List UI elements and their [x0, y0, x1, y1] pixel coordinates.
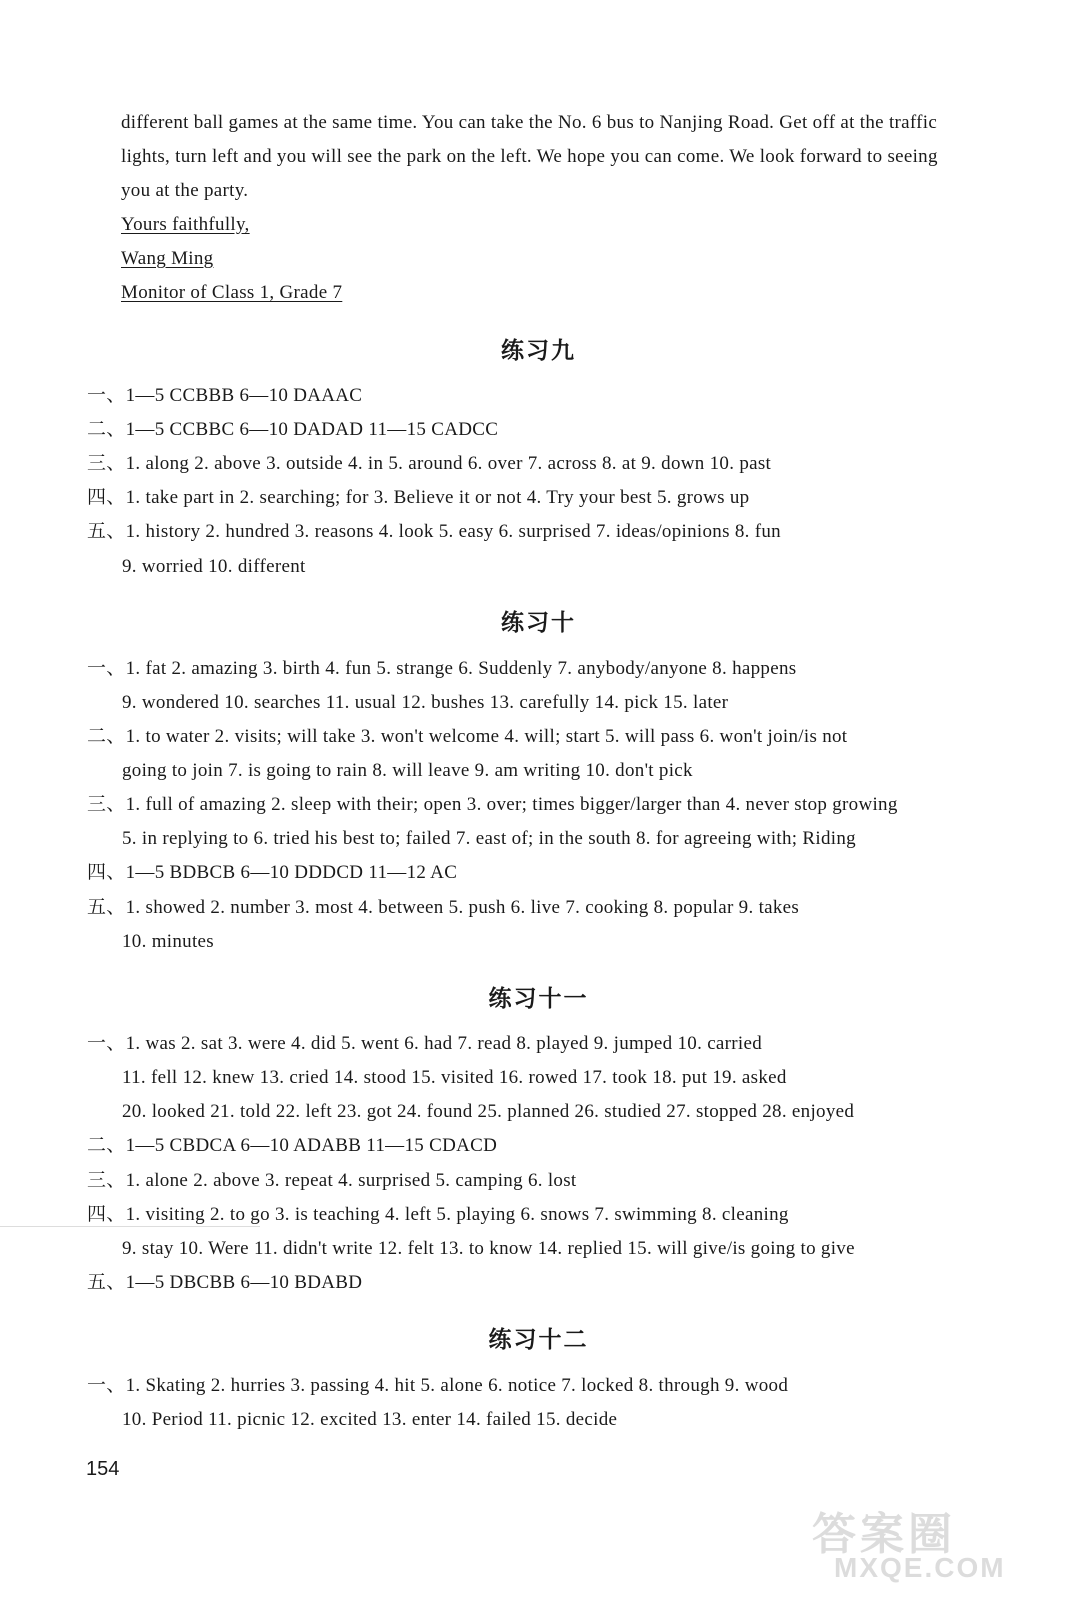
watermark-text-top: 答案圈 [812, 1509, 956, 1560]
answer-line: 三、1. along 2. above 3. outside 4. in 5. around 6. over 7. across 8. at 9. down 10. past [87, 453, 772, 474]
answer-line: 二、1. to water 2. visits; will take 3. won't welcome 4. will; start 5. will pass 6. won't join/is not [87, 726, 848, 747]
answer-line: 11. fell 12. knew 13. cried 14. stood 15. visited 16. rowed 17. took 18. put 19. asked [122, 1067, 787, 1088]
answer-line: 四、1. visiting 2. to go 3. is teaching 4. left 5. playing 6. snows 7. swimming 8. cleaning [87, 1204, 789, 1225]
answer-line: 10. minutes [122, 931, 214, 952]
answer-line: going to join 7. is going to rain 8. will leave 9. am writing 10. don't pick [122, 760, 693, 781]
answer-line: 二、1—5 CCBBC 6—10 DADAD 11—15 CADCC [87, 419, 499, 440]
answer-line: 五、1. showed 2. number 3. most 4. between 5. push 6. live 7. cooking 8. popular 9. takes [87, 897, 800, 918]
answer-line: 5. in replying to 6. tried his best to; failed 7. east of; in the south 8. for agreeing with; Riding [122, 828, 856, 849]
answer-line: 四、1. take part in 2. searching; for 3. Believe it or not 4. Try your best 5. grows up [87, 487, 750, 508]
letter-signature-title: Monitor of Class 1, Grade 7 [121, 282, 343, 303]
letter-closing: Yours faithfully, [121, 214, 250, 235]
answer-line: 一、1. fat 2. amazing 3. birth 4. fun 5. strange 6. Suddenly 7. anybody/anyone 8. happens [87, 658, 797, 679]
letter-signature-name: Wang Ming [121, 248, 214, 269]
answer-line: 三、1. full of amazing 2. sleep with their; open 3. over; times bigger/larger than 4. never stop growing [87, 794, 898, 815]
answer-line: 一、1. Skating 2. hurries 3. passing 4. hit 5. alone 6. notice 7. locked 8. through 9. wood [87, 1375, 789, 1396]
answer-line: 四、1—5 BDBCB 6—10 DDDCD 11—12 AC [87, 862, 458, 883]
answer-line: 10. Period 11. picnic 12. excited 13. enter 14. failed 15. decide [122, 1409, 618, 1430]
section-heading: 练习十一 [488, 986, 589, 1012]
letter-line: lights, turn left and you will see the park on the left. We hope you can come. We look forward to seeing [121, 146, 938, 167]
watermark-logo [804, 1498, 1049, 1588]
page-fold-line [0, 1226, 260, 1227]
watermark-text-bottom: MXQE.COM [834, 1552, 1006, 1583]
letter-line: you at the party. [121, 180, 249, 201]
page-number: 154 [86, 1458, 120, 1480]
section-heading: 练习十二 [488, 1327, 589, 1353]
answer-line: 五、1. history 2. hundred 3. reasons 4. look 5. easy 6. surprised 7. ideas/opinions 8. fun [87, 521, 781, 542]
answer-line: 9. worried 10. different [122, 556, 306, 577]
answer-line: 一、1—5 CCBBB 6—10 DAAAC [87, 385, 363, 406]
answer-line: 三、1. alone 2. above 3. repeat 4. surprised 5. camping 6. lost [87, 1170, 577, 1191]
letter-line: different ball games at the same time. You can take the No. 6 bus to Nanjing Road. Get off at the traffic [121, 112, 938, 133]
section-heading: 练习十 [501, 610, 576, 636]
section-heading: 练习九 [501, 338, 576, 364]
answer-line: 20. looked 21. told 22. left 23. got 24. found 25. planned 26. studied 27. stopped 28. enjoyed [122, 1101, 855, 1122]
answer-line: 9. wondered 10. searches 11. usual 12. bushes 13. carefully 14. pick 15. later [122, 692, 729, 713]
answer-line: 二、1—5 CBDCA 6—10 ADABB 11—15 CDACD [87, 1135, 498, 1156]
answer-line: 一、1. was 2. sat 3. were 4. did 5. went 6. had 7. read 8. played 9. jumped 10. carried [87, 1033, 763, 1054]
answer-line: 五、1—5 DBCBB 6—10 BDABD [87, 1272, 363, 1293]
answer-line: 9. stay 10. Were 11. didn't write 12. felt 13. to know 14. replied 15. will give/is going to give [122, 1238, 855, 1259]
